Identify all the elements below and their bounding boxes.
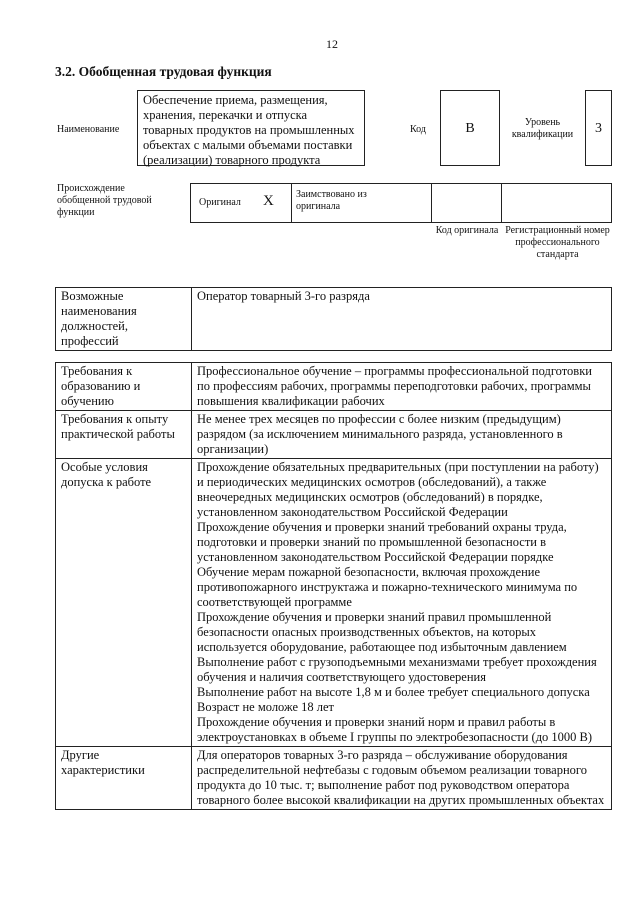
condition-item: Прохождение обучения и проверки знаний требований охраны труда, подготовки и проверки знаний по промышленной безопасности в установленном законодательством Российской Федерации порядке xyxy=(197,520,567,564)
condition-item: Прохождение обучения и проверки знаний норм и правил работы в электроустановках в объеме I группы по электробезопасности (до 1000 В) xyxy=(197,715,593,744)
requirements-table xyxy=(55,362,612,810)
table-row xyxy=(56,411,612,459)
row-label: Другие характеристики xyxy=(56,747,192,810)
condition-item: Прохождение обязательных предварительных (при поступлении на работу) и периодических медицинских осмотров (обследований), а также внеочередных медицинских осмотров (обследований) в порядке, установленном законодательством Российской Федерации xyxy=(197,460,599,519)
section-title: 3.2. Обобщенная трудовая функция xyxy=(55,64,272,79)
condition-item: Возраст не моложе 18 лет xyxy=(197,700,335,714)
table-row xyxy=(56,459,612,747)
table-row xyxy=(56,747,612,810)
condition-item: Обучение мерам пожарной безопасности, включая прохождение противопожарного инструктажа и пожарно-технического минимума по соответствующей программе xyxy=(197,565,578,609)
row-value: Для операторов товарных 3-го разряда – обслуживание оборудования распределительной нефтебазы с годовым объемом реализации товарного продукта до 10 тыс. т; выполнение работ под руководством оператора товарного более высокой квалификации на других промышленных объектах xyxy=(192,747,612,810)
condition-item: Выполнение работ на высоте 1,8 м и более требует специального допуска xyxy=(197,685,590,699)
origin-table xyxy=(190,183,612,223)
condition-item: Выполнение работ с грузоподъемными механизмами требует прохождения обучения и наличия соответствующего удостоверения xyxy=(197,655,597,684)
row-label: Требования к опыту практической работы xyxy=(56,411,192,459)
positions-value: Оператор товарный 3-го разряда xyxy=(192,288,612,351)
original-label: Оригинал xyxy=(199,197,241,208)
condition-item: Прохождение обучения и проверки знаний правил промышленной безопасности опасных производственных объектов, на которых используется оборудование, работающее под избыточным давлением xyxy=(197,610,567,654)
table-row xyxy=(56,363,612,411)
level-label: Уровень квалификации xyxy=(511,117,574,140)
positions-table xyxy=(55,287,612,351)
name-label: Наименование xyxy=(57,124,120,135)
borrowed-label: Заимствовано из оригинала xyxy=(296,189,367,212)
name-value: Обеспечение приема, размещения, хранения, перекачки и отпуска товарных продуктов на промышленных объектах с малыми объемами поставки (реализации) товарного продукта xyxy=(137,90,365,166)
original-mark: X xyxy=(263,193,274,209)
code-label: Код xyxy=(410,124,426,135)
row-value: Профессиональное обучение – программы профессиональной подготовки по профессиям рабочих, программы переподготовки рабочих, программы повышения квалификации рабочих xyxy=(192,363,612,411)
positions-label: Возможные наименования должностей, профессий xyxy=(56,288,192,351)
code-original-caption: Код оригинала xyxy=(435,225,499,236)
origin-label: Происхождение обобщенной трудовой функции xyxy=(57,183,152,218)
row-label: Требования к образованию и обучению xyxy=(56,363,192,411)
row-value: Не менее трех месяцев по профессии с более низким (предыдущим) разрядом (за исключением минимального разряда, установленного в организации) xyxy=(192,411,612,459)
page-number: 12 xyxy=(326,37,338,51)
reg-number-caption: Регистрационный номер профессионального стандарта xyxy=(505,225,610,260)
row-label: Особые условия допуска к работе xyxy=(56,459,192,747)
level-value: 3 xyxy=(585,90,612,166)
row-value xyxy=(192,459,612,747)
code-value: B xyxy=(440,90,500,166)
